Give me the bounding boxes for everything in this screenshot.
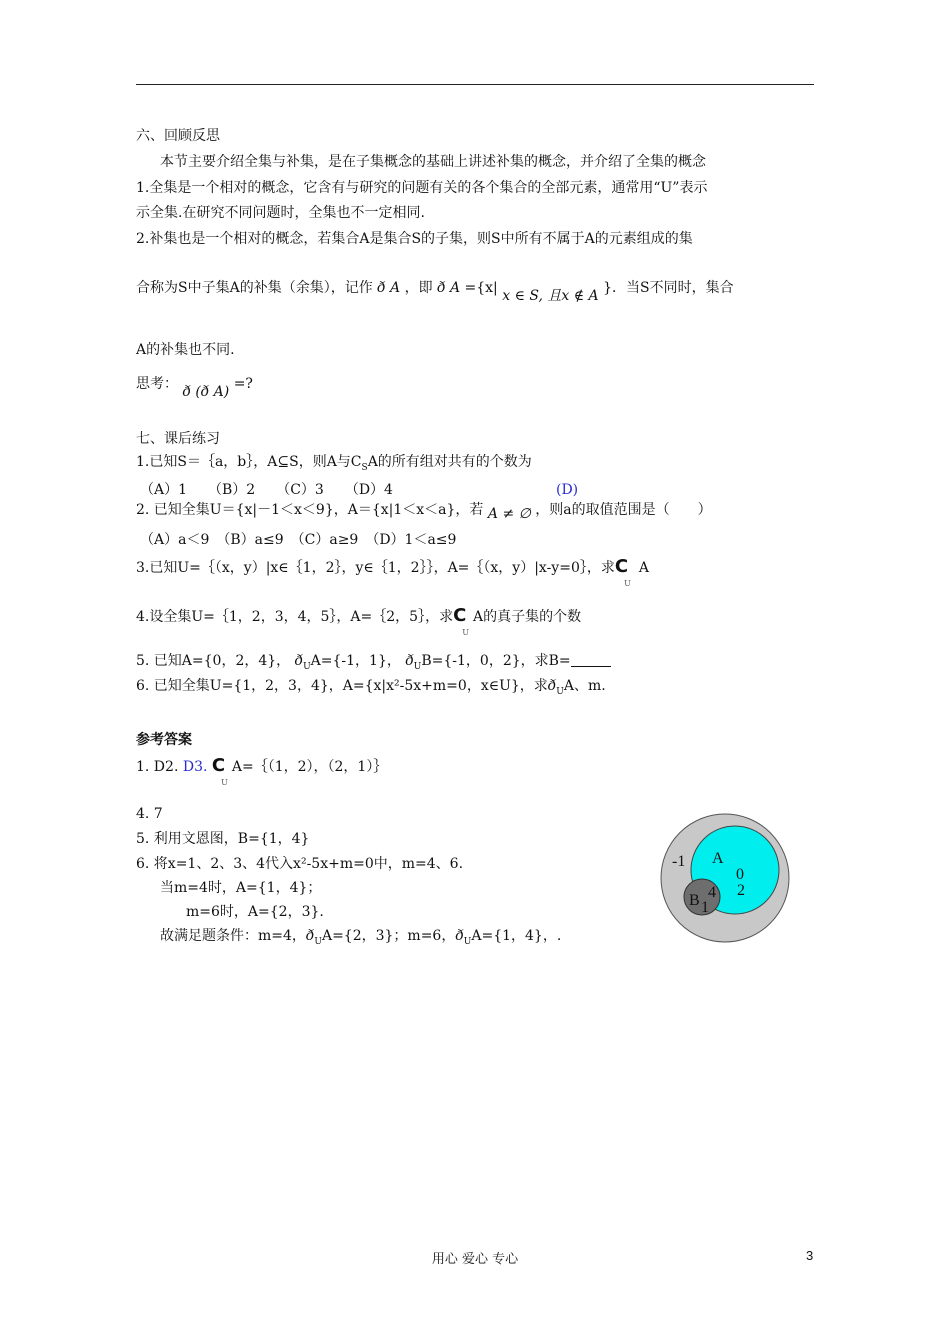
text: A、m. (563, 678, 606, 694)
page-number: 3 (806, 1248, 814, 1263)
point1-line1: 1.全集是一个相对的概念，它含有与研究的问题有关的各个集合的全部元素，通常用“U”表示 (136, 180, 708, 196)
text: 5. 已知A={0，2，4}， (136, 653, 291, 669)
answer-1-3 (136, 755, 388, 787)
answer-6-line4 (160, 926, 561, 952)
set-condition: x ∈ S, 且x ∉ A (502, 288, 599, 304)
complement-notation: ð A (437, 280, 461, 296)
subscript: U (463, 937, 472, 947)
nonempty-condition: A ≠ ∅ (487, 506, 531, 522)
point2-line1: 2.补集也是一个相对的概念，若集合A是集合S的子集，则S中所有不属于A的元素组成的集 (136, 231, 693, 247)
text: 1. D2. (136, 759, 179, 775)
subscript: U (462, 628, 470, 637)
complement-symbol: ð (305, 928, 315, 944)
complement-symbol: ð (405, 653, 414, 669)
set-b-label: B (689, 892, 700, 909)
text: A=｛（1，2），（2，1）｝ (231, 759, 388, 775)
set-a-element: 0 (736, 866, 744, 883)
text: A的所有组对共有的个数为 (367, 454, 532, 470)
outer-element: -1 (672, 853, 686, 870)
text: ={x| (464, 280, 498, 296)
text: 2. 已知全集U＝{x|－1＜x＜9}，A＝{x|1＜x＜a}，若 (136, 502, 484, 518)
text: 3.已知U=｛（x，y）|x∈｛1，2｝，y∈｛1，2｝｝，A=｛（x，y）|x-y=0｝，求 (136, 560, 615, 576)
text: A={2，3}；m=6， (321, 928, 456, 944)
complement-symbol: C (211, 755, 226, 776)
question-2-options: （A）a＜9 （B）a≤9 （C）a≥9 （D）1＜a≤9 (140, 532, 457, 548)
question-1-answer: (D) (556, 482, 579, 498)
complement-notation: ð A (377, 280, 401, 296)
point2-line3: A的补集也不同. (136, 342, 235, 358)
complement-symbol: ð (294, 653, 304, 669)
text: B={-1，0，2}，求B= (421, 653, 571, 669)
text: A的真子集的个数 (473, 609, 582, 625)
text: 1.已知S＝｛a，b｝，A⊆S，则A与C (136, 454, 362, 470)
text: 合称为S中子集A的补集（余集），记作 (136, 280, 373, 296)
text: A (638, 560, 649, 576)
subscript: U (556, 687, 564, 697)
answer-5: 5. 利用文恩图，B={1，4} (136, 831, 310, 847)
answer-6-line2: 当m=4时，A={1，4}； (160, 880, 322, 896)
text: =? (233, 376, 253, 392)
think-expression: ð (ð A) (182, 384, 230, 400)
think-line (136, 374, 253, 400)
question-1-options: （A）1 （B）2 （C）3 （D）4 (140, 482, 393, 498)
text: A={-1，1}， (310, 653, 401, 669)
subscript: U (314, 937, 322, 947)
question-2 (136, 500, 712, 520)
answers-heading: 参考答案 (136, 732, 192, 748)
text: A={1，4}，. (471, 928, 562, 944)
text: ，即 (404, 280, 433, 296)
section7-heading: 七、课后练习 (136, 431, 220, 447)
answer-4: 4. 7 (136, 806, 163, 822)
set-b-element: 4 (708, 884, 716, 901)
set-a-element: 2 (737, 882, 745, 899)
subscript: U (303, 662, 311, 672)
complement-symbol: ð (547, 678, 557, 694)
question-4 (136, 605, 582, 637)
complement-symbol: C (614, 556, 629, 577)
point1-line2: 示全集.在研究不同问题时，全集也不一定相同. (136, 205, 425, 221)
subscript: U (221, 778, 228, 787)
complement-symbol: C (453, 605, 467, 626)
subscript: U (413, 662, 422, 672)
answer-blank (571, 652, 611, 667)
section6-heading: 六、回顾反思 (136, 128, 220, 144)
section6-intro: 本节主要介绍全集与补集，是在子集概念的基础上讲述补集的概念，并介绍了全集的概念 (160, 154, 706, 170)
complement-symbol: ð (455, 928, 464, 944)
question-6 (136, 676, 606, 702)
text: D3. (182, 759, 208, 775)
answer-6: 6. 将x=1、2、3、4代入x²-5x+m=0中，m=4、6. (136, 856, 464, 872)
point2-line2 (136, 278, 734, 304)
subscript: S (361, 463, 368, 473)
text: 4.设全集U=｛1，2，3，4，5｝，A=｛2，5｝，求 (136, 609, 454, 625)
header-rule (136, 84, 814, 85)
question-1 (136, 452, 532, 478)
page-footer: 用心 爱心 专心 (431, 1252, 519, 1267)
venn-diagram (650, 812, 800, 944)
subscript: U (624, 579, 631, 588)
text: 6. 已知全集U={1，2，3，4}，A={x|x²-5x+m=0，x∈U}，求 (136, 678, 548, 694)
text: ，则a的取值范围是（ ） (535, 502, 712, 518)
text: }．当S不同时，集合 (603, 280, 734, 296)
think-label: 思考： (136, 376, 178, 392)
text: 故满足题条件：m=4， (160, 928, 306, 944)
answer-6-line3: m=6时，A={2，3}. (186, 904, 324, 920)
set-b-element: 1 (701, 899, 709, 916)
question-3 (136, 556, 649, 588)
set-a-label: A (712, 850, 724, 867)
question-5 (136, 651, 611, 677)
